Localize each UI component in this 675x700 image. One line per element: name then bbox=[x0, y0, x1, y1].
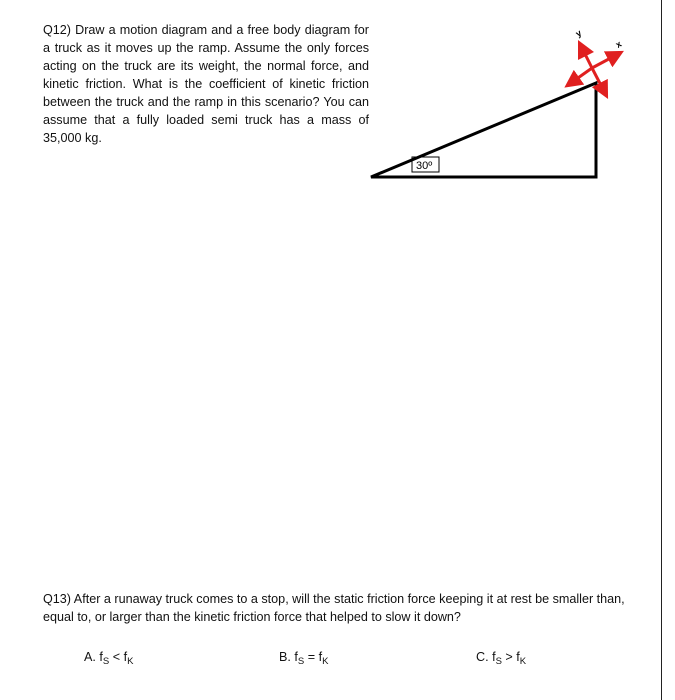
choice-a-prefix: A. f bbox=[84, 650, 103, 664]
question-13-text: Q13) After a runaway truck comes to a stop, will the static friction force keeping it at rest be smaller than, equal to, or larger than the kinetic friction force that helped to slow it down? bbox=[43, 592, 625, 624]
choice-c-sub-s: S bbox=[495, 656, 502, 667]
arrow-up-slope bbox=[592, 53, 620, 68]
choice-b-op: = f bbox=[304, 650, 323, 664]
angle-label: 30º bbox=[416, 160, 433, 172]
choice-c-sub-k: K bbox=[519, 656, 527, 667]
choice-c[interactable] bbox=[476, 648, 526, 668]
question-12-text: Q12) Draw a motion diagram and a free body diagram for a truck as it moves up the ramp. Assume the only forces acting on the truck are its weight, the normal force, and kinetic friction. What is the coefficient of kinetic friction between the truck and the ramp in this scenario? You can assume that a fully loaded semi truck has a mass of 35,000 kg. bbox=[43, 23, 369, 145]
choice-c-prefix: C. f bbox=[476, 650, 496, 664]
page-edge-line bbox=[661, 0, 662, 700]
choice-c-op: > f bbox=[501, 650, 520, 664]
ramp-diagram bbox=[360, 20, 650, 190]
force-arrows bbox=[568, 44, 620, 95]
choice-a-sub-k: K bbox=[127, 656, 134, 667]
choice-b-sub-s: S bbox=[297, 656, 305, 667]
arrow-weight bbox=[592, 68, 606, 95]
axis-y-label: y bbox=[573, 27, 584, 39]
choice-b-sub-k: K bbox=[322, 656, 329, 667]
choice-a-op: < f bbox=[109, 650, 128, 664]
choice-b-prefix: B. f bbox=[279, 650, 298, 664]
ramp-triangle bbox=[371, 83, 596, 177]
choice-a[interactable] bbox=[84, 648, 133, 668]
arrow-normal bbox=[580, 44, 592, 68]
axis-x-label: x bbox=[613, 38, 624, 50]
choice-a-sub-s: S bbox=[102, 656, 110, 667]
arrow-down-slope bbox=[568, 68, 592, 85]
choice-b[interactable] bbox=[279, 648, 328, 668]
